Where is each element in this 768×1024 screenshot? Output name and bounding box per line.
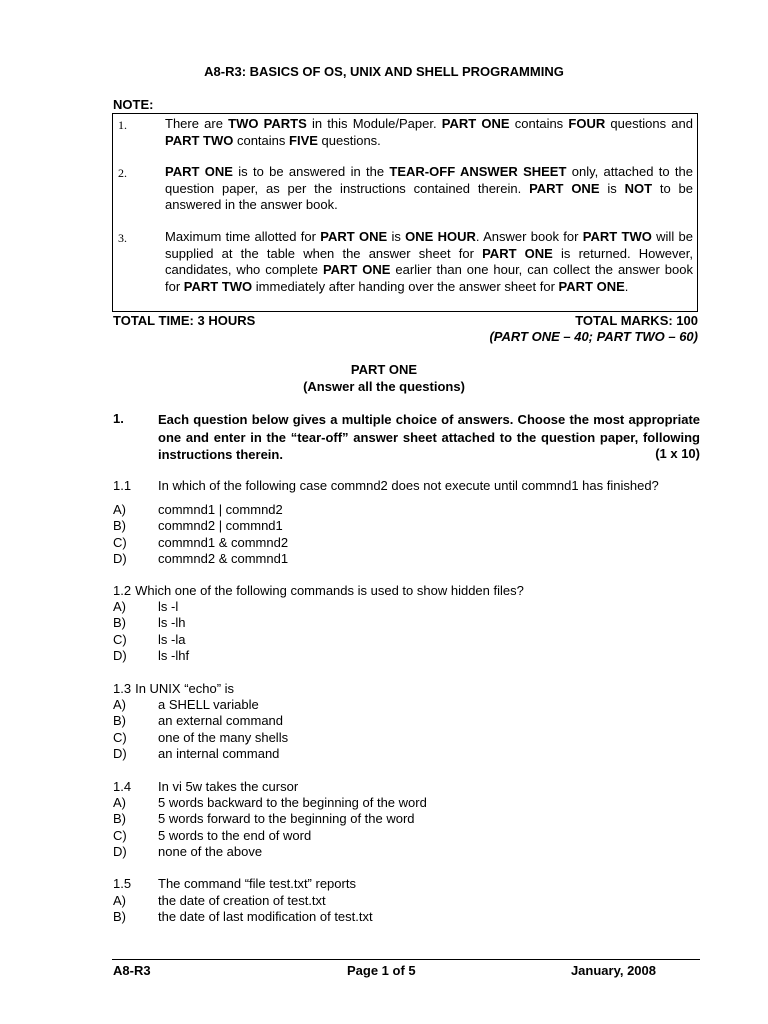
note-text-run: There are xyxy=(165,116,229,131)
option-text: the date of creation of test.txt xyxy=(158,893,326,908)
option-label: D) xyxy=(113,551,127,567)
note-emphasis: PART TWO xyxy=(582,229,652,244)
note-emphasis: NOT xyxy=(624,180,653,196)
option-text: an external command xyxy=(158,713,284,729)
option-text: 5 words to the end of word xyxy=(158,827,312,843)
note-text-run: is xyxy=(387,229,406,244)
option-label: A) xyxy=(113,795,126,810)
footer-divider xyxy=(112,959,700,960)
note-item-number: 1. xyxy=(118,118,127,132)
note-text-run: is to be answered in the xyxy=(232,164,390,179)
option-text: commnd1 & commnd2 xyxy=(158,534,289,550)
option-label: D) xyxy=(113,746,127,762)
option-label: B) xyxy=(113,615,126,631)
option-text: one of the many shells xyxy=(158,729,289,745)
note-text-run: only, attached to the question paper, as per the instructions contained therein. xyxy=(165,164,693,196)
option-text: an internal command xyxy=(158,746,280,762)
note-box xyxy=(112,113,698,312)
note-item-text xyxy=(165,116,693,149)
note-text-run: earlier than one hour, can collect the answer book for xyxy=(165,262,693,294)
note-emphasis: PART ONE xyxy=(482,245,553,261)
question-text: In which of the following case commnd2 does not execute until commnd1 has finished? xyxy=(158,478,659,493)
question-number: 1.2 xyxy=(113,583,132,598)
option-label: B) xyxy=(113,909,126,925)
question-instructions: Each question below gives a multiple choice of answers. Choose the most appropriate one and enter in the “tear-off” answer sheet attached to the question paper, following instructions therein. xyxy=(158,412,700,462)
option-label: A) xyxy=(113,893,126,908)
option-label: A) xyxy=(113,599,126,614)
option-text: 5 words forward to the beginning of the word xyxy=(158,811,415,827)
note-text-run: . Answer book for xyxy=(475,229,583,244)
note-emphasis: PART TWO xyxy=(165,132,234,148)
note-item-text xyxy=(165,164,693,214)
option-text: the date of last modification of test.txt xyxy=(158,909,373,925)
note-emphasis: PART ONE xyxy=(441,116,510,131)
question-number: 1. xyxy=(113,411,124,426)
note-text-run: questions and xyxy=(605,116,693,131)
note-emphasis: PART ONE xyxy=(320,229,388,244)
note-emphasis: FIVE xyxy=(289,132,318,148)
option-label: A) xyxy=(113,697,126,712)
question-text: Which one of the following commands is used to show hidden files? xyxy=(135,583,524,598)
note-emphasis: ONE HOUR xyxy=(405,229,476,244)
question-text: In vi 5w takes the cursor xyxy=(158,779,299,794)
note-text-run: Maximum time allotted for xyxy=(165,229,321,244)
footer-date: January, 2008 xyxy=(570,963,656,978)
option-text: commnd2 | commnd1 xyxy=(158,518,283,534)
option-label: C) xyxy=(113,729,127,745)
note-emphasis: TWO PARTS xyxy=(228,116,307,131)
option-label: D) xyxy=(113,648,127,664)
question-number: 1.3 xyxy=(113,681,132,696)
option-text: 5 words backward to the beginning of the word xyxy=(158,795,427,810)
option-text: a SHELL variable xyxy=(158,697,259,712)
note-text-run: to be answered in the answer book. xyxy=(165,180,693,212)
option-text: none of the above xyxy=(158,844,263,860)
option-text: commnd2 & commnd1 xyxy=(158,551,289,567)
note-item-number: 3. xyxy=(118,231,127,245)
question-text: In UNIX “echo” is xyxy=(135,681,235,696)
option-label: D) xyxy=(113,844,127,860)
question-item xyxy=(113,583,524,598)
question-number: 1.5 xyxy=(113,876,132,891)
page-title: A8-R3: BASICS OF OS, UNIX AND SHELL PROGRAMMING xyxy=(204,64,564,79)
part-title: PART ONE xyxy=(350,362,418,377)
note-emphasis: PART ONE xyxy=(165,164,233,179)
note-text-run: will be supplied at the table when the answer sheet for xyxy=(165,229,693,261)
note-emphasis: TEAR-OFF ANSWER SHEET xyxy=(389,164,567,179)
note-text-run: is xyxy=(599,180,625,196)
note-item-number: 2. xyxy=(118,166,127,180)
marks-split: (PART ONE – 40; PART TWO – 60) xyxy=(489,329,698,344)
question-marks: (1 x 10) xyxy=(655,446,700,461)
option-text: ls -l xyxy=(158,599,179,614)
note-text-run: . xyxy=(624,278,629,294)
option-text: ls -la xyxy=(158,631,186,647)
footer-code: A8-R3 xyxy=(113,963,151,978)
note-text-run: in this Module/Paper. xyxy=(306,116,442,131)
option-text: commnd1 | commnd2 xyxy=(158,502,283,517)
note-emphasis: PART ONE xyxy=(322,262,391,277)
note-text-run: immediately after handing over the answer sheet for xyxy=(252,278,559,294)
part-subtitle: (Answer all the questions) xyxy=(303,379,465,394)
note-text-run: contains xyxy=(233,132,290,148)
note-text-run: is returned. However, candidates, who complete xyxy=(165,245,693,277)
option-label: A) xyxy=(113,502,126,517)
footer-page-number: Page 1 of 5 xyxy=(347,963,416,978)
note-emphasis: PART ONE xyxy=(529,180,600,196)
question-text: The command “file test.txt” reports xyxy=(158,876,356,891)
note-text-run: contains xyxy=(509,116,569,131)
option-text: ls -lh xyxy=(158,615,186,631)
note-emphasis: FOUR xyxy=(568,116,606,131)
question-number: 1.1 xyxy=(113,478,132,493)
option-label: C) xyxy=(113,534,127,550)
note-label: NOTE: xyxy=(113,97,154,112)
note-emphasis: PART ONE xyxy=(558,278,625,294)
question-number: 1.4 xyxy=(113,779,132,794)
option-label: C) xyxy=(113,631,127,647)
total-marks: TOTAL MARKS: 100 xyxy=(575,313,698,328)
question-item xyxy=(113,681,234,696)
option-text: ls -lhf xyxy=(158,648,190,664)
note-item-text xyxy=(165,229,693,295)
option-label: B) xyxy=(113,518,126,534)
option-label: C) xyxy=(113,827,127,843)
note-emphasis: PART TWO xyxy=(183,278,253,294)
total-time: TOTAL TIME: 3 HOURS xyxy=(113,313,256,328)
note-text-run: questions. xyxy=(317,132,381,148)
option-label: B) xyxy=(113,713,126,729)
option-label: B) xyxy=(113,811,126,827)
